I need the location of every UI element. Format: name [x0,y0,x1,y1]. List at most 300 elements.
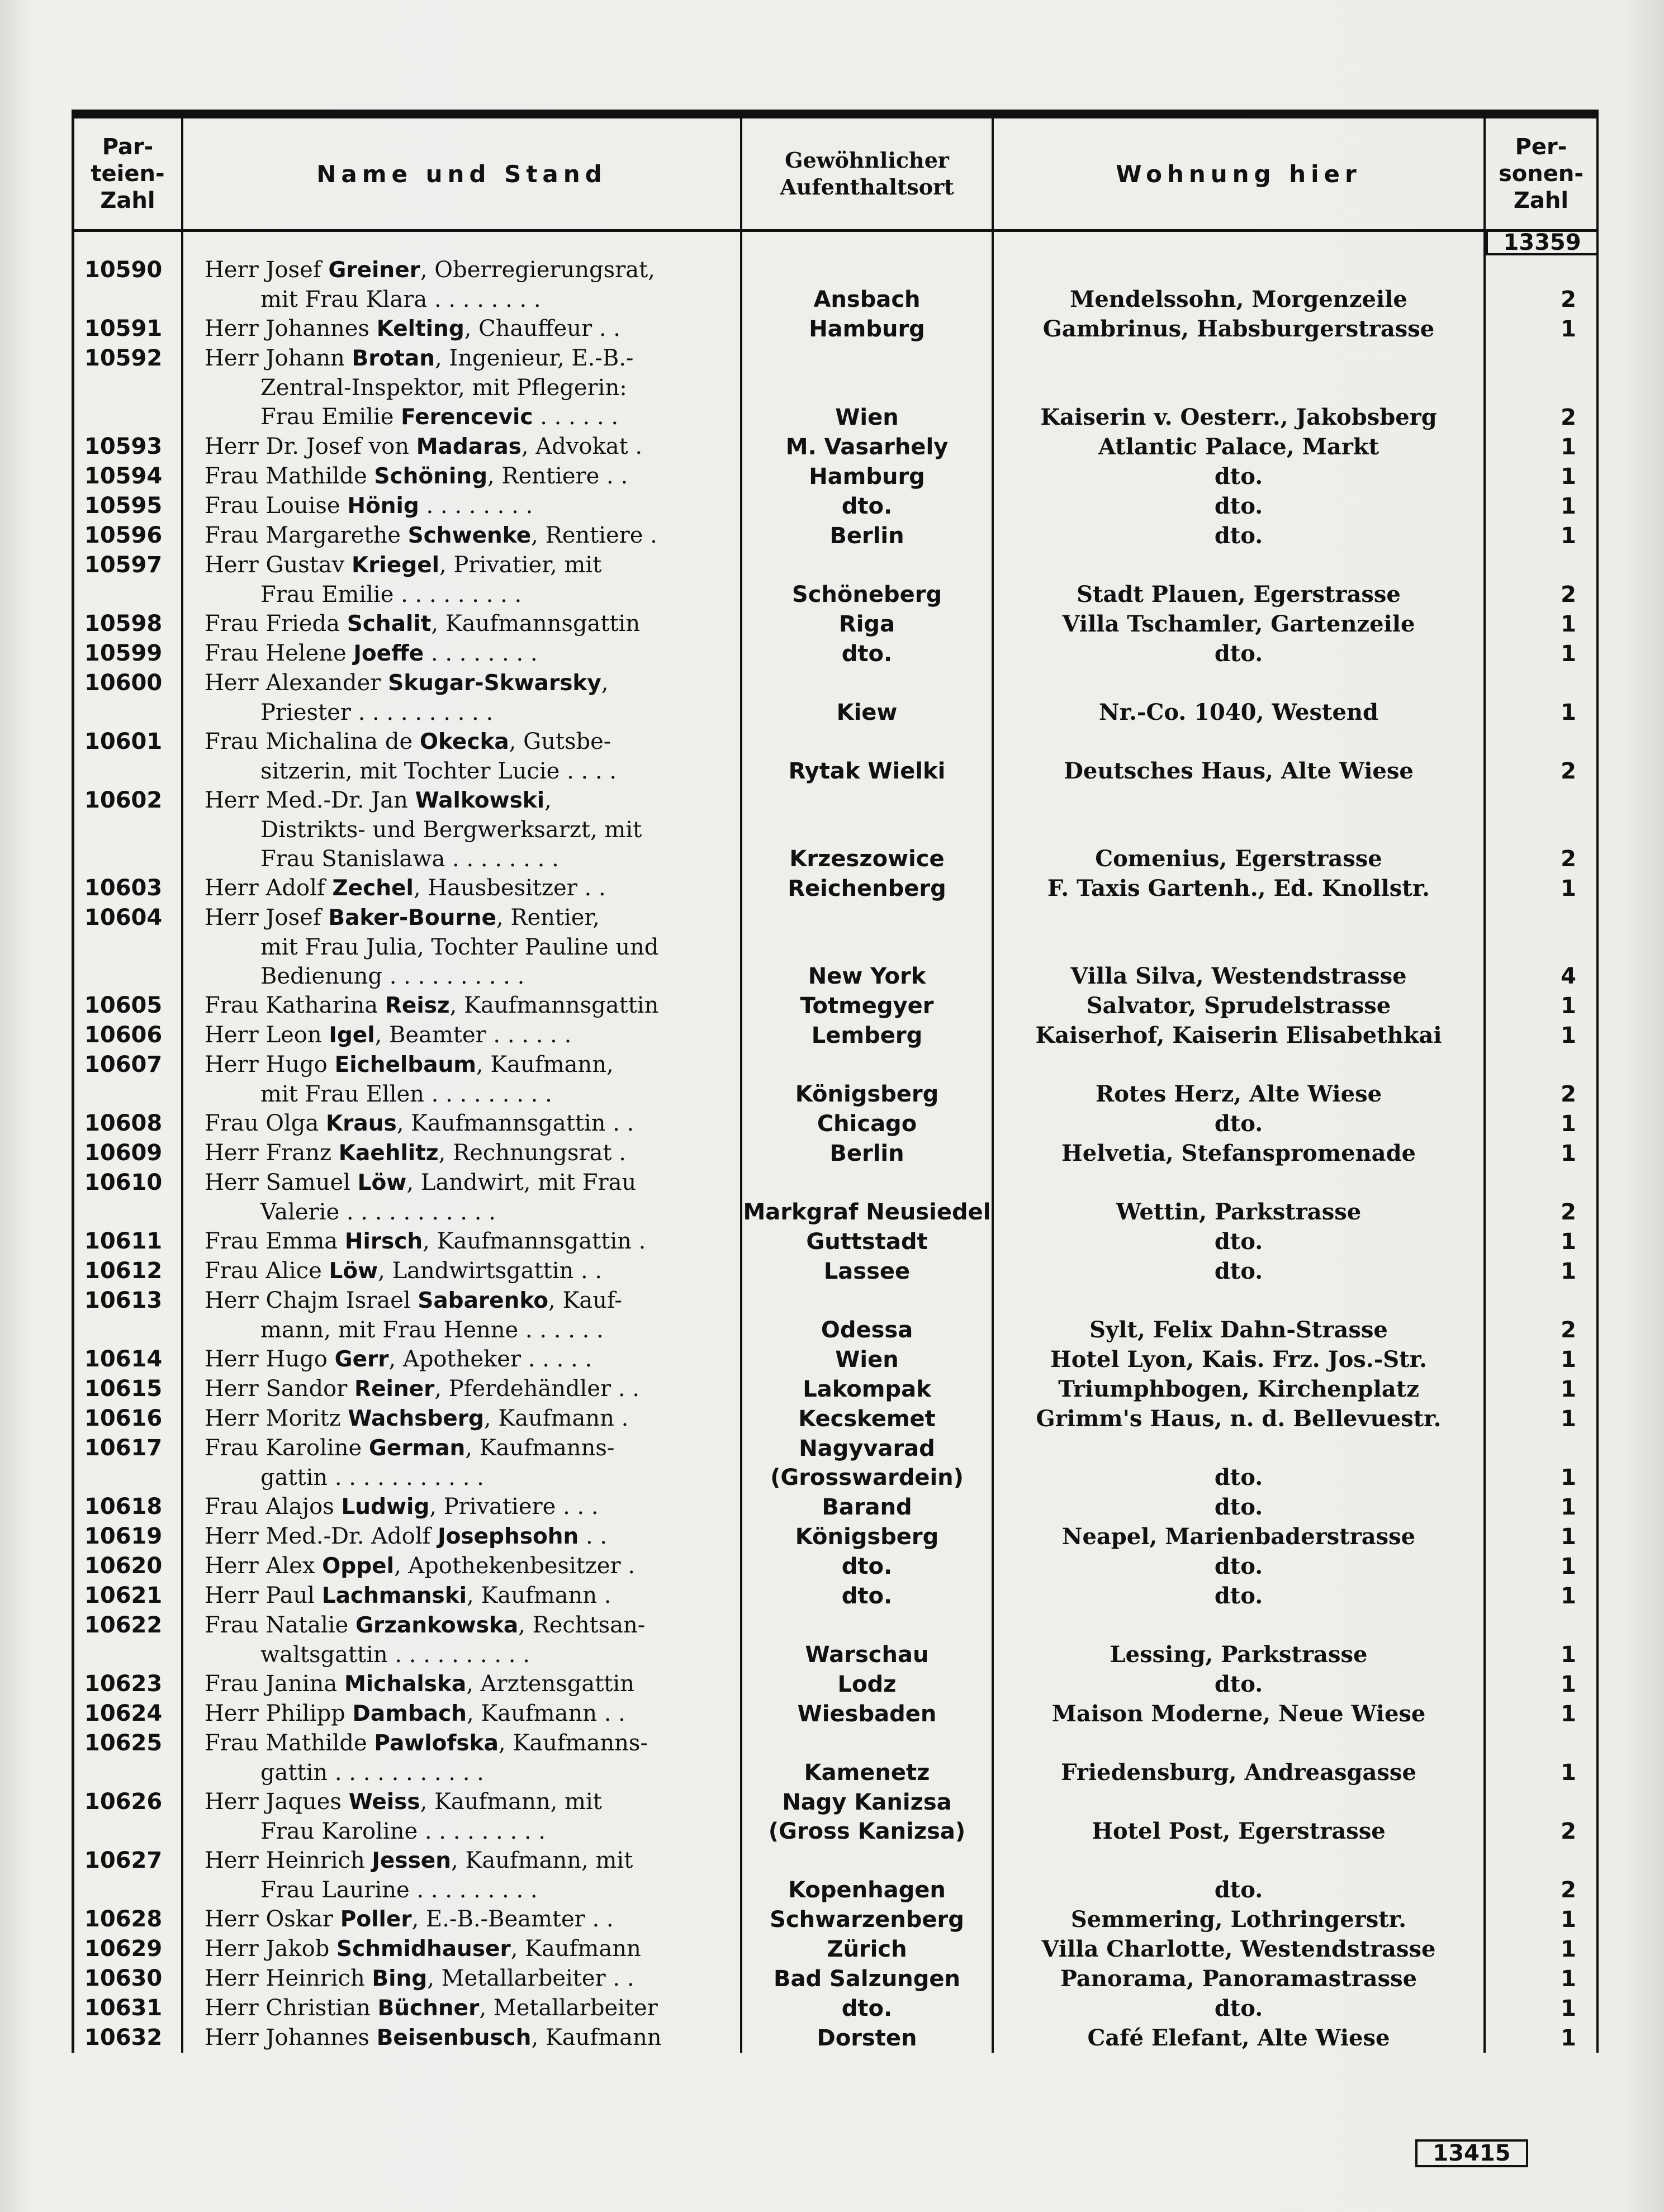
address: Helvetia, Stefanspromenade [1061,1140,1416,1166]
name-and-status [183,1433,742,1492]
address: Friedensburg, Andreasgasse [1061,1759,1416,1786]
name-line: Herr Alex Oppel, Apothekenbesitzer . [205,1553,636,1579]
origin: Schwarzenberg [770,1907,964,1933]
name-line: Herr Chajm Israel Sabarenko, Kauf- [205,1288,622,1313]
name-line: Herr Dr. Josef von Madaras, Advokat . [205,434,643,459]
person-count: 2 [1561,1199,1576,1225]
address: F. Taxis Gartenh., Ed. Knollstr. [1047,875,1430,901]
name-line: Herr Adolf Zechel, Hausbesitzer . . [205,875,606,901]
party-number: 10624 [72,1699,183,1729]
name-line: Frau Katharina Reisz, Kaufmannsgattin [205,993,659,1018]
name-line: Frau Michalina de Okecka, Gutsbe- [205,729,611,754]
address: Villa Tschamler, Gartenzeile [1062,611,1415,637]
name-and-status [183,786,742,874]
table-row [72,609,1599,639]
person-count: 1 [1561,434,1576,460]
table-header [72,118,1599,232]
person-count: 1 [1561,1023,1576,1048]
carry-over-count: 13359 [1486,232,1599,255]
name-and-status [183,1522,742,1551]
person-count: 1 [1561,1494,1576,1520]
name-line: Herr Josef Greiner, Oberregierungsrat, [205,257,655,283]
person-count: 1 [1561,611,1576,637]
address: Kaiserhof, Kaiserin Elisabethkai [1035,1022,1442,1048]
person-count: 1 [1561,641,1576,667]
party-number: 10610 [72,1168,183,1227]
party-number: 10604 [72,903,183,991]
header-name: Name und Stand [183,118,742,229]
name-and-status [183,1168,742,1227]
party-number: 10615 [72,1374,183,1404]
name-line: Frau Emilie Ferencevic . . . . . . [260,404,619,430]
table-row [72,1109,1599,1138]
header-persons: Per- sonen- Zahl [1486,118,1599,229]
table-row [72,1168,1599,1227]
person-count: 1 [1561,2025,1576,2051]
address: Grimm's Haus, n. d. Bellevuestr. [1036,1406,1442,1432]
table-row [72,1227,1599,1256]
person-count: 1 [1561,523,1576,549]
address: Neapel, Marienbaderstrasse [1061,1523,1416,1550]
register-page [72,110,1599,2053]
name-line: mit Frau Julia, Tochter Pauline und [260,934,659,960]
name-line: Herr Samuel Löw, Landwirt, mit Frau [205,1170,637,1195]
name-line: Frau Olga Kraus, Kaufmannsgattin . . [205,1110,634,1136]
origin: Chicago [817,1111,917,1137]
table-row [72,727,1599,786]
party-number: 10614 [72,1345,183,1374]
person-count: 1 [1561,876,1576,901]
name-line: Herr Hugo Gerr, Apotheker . . . . . [205,1346,592,1372]
origin: Kamenetz [804,1760,930,1786]
origin: M. Vasarhely [785,434,949,460]
table-row [72,639,1599,668]
name-and-status [183,1846,742,1905]
name-line: waltsgattin . . . . . . . . . . [260,1642,530,1668]
name-and-status [183,1611,742,1669]
header-address: Wohnung hier [994,118,1486,229]
address: dto. [1214,1494,1263,1520]
person-count: 2 [1561,1877,1576,1903]
party-number: 10611 [72,1227,183,1256]
table-row [72,991,1599,1020]
person-count: 1 [1561,1465,1576,1491]
person-count: 1 [1561,1760,1576,1786]
person-count: 1 [1561,1936,1576,1962]
name-line: Herr Johannes Beisenbusch, Kaufmann [205,2025,662,2050]
party-number: 10623 [72,1669,183,1699]
name-and-status [183,1964,742,1993]
table-row [72,314,1599,344]
party-number: 10631 [72,1993,183,2023]
table-row [72,1611,1599,1669]
address: Kaiserin v. Oesterr., Jakobsberg [1040,404,1437,430]
name-line: Frau Emilie . . . . . . . . . [260,582,522,607]
page-total: 13415 [1415,2139,1528,2167]
address: Mendelssohn, Morgenzeile [1070,286,1407,312]
table-row [72,1138,1599,1168]
origin: dto. [841,493,893,519]
origin: Dorsten [817,2025,917,2051]
origin: Wien [835,405,899,430]
origin: Guttstadt [806,1229,928,1255]
table-row [72,255,1599,314]
name-and-status [183,1020,742,1050]
party-number: 10593 [72,432,183,462]
person-count: 1 [1561,1229,1576,1255]
table-row [72,462,1599,491]
name-line: mit Frau Klara . . . . . . . . [260,287,541,312]
origin: Nagyvarad (Grosswardein) [770,1436,964,1491]
party-number: 10599 [72,639,183,668]
party-number: 10601 [72,727,183,786]
table-row [72,1433,1599,1492]
top-rule [72,110,1599,118]
table-row [72,432,1599,462]
name-line: Frau Karoline . . . . . . . . . [260,1819,546,1844]
party-number: 10619 [72,1522,183,1551]
party-number: 10592 [72,344,183,432]
table-row [72,1905,1599,1934]
table-row [72,1787,1599,1846]
origin: Lakompak [803,1376,931,1402]
name-and-status [183,550,742,609]
person-count: 2 [1561,846,1576,872]
address: Gambrinus, Habsburgerstrasse [1042,316,1435,342]
origin: Lodz [837,1672,897,1697]
origin: Warschau [805,1642,929,1668]
name-line: Herr Oskar Poller, E.-B.-Beamter . . [205,1906,614,1932]
origin: Kecskemet [798,1406,936,1432]
name-line: gattin . . . . . . . . . . . [260,1760,484,1786]
person-count: 1 [1561,1524,1576,1550]
register-entries [72,255,1599,2053]
name-and-status [183,727,742,786]
address: Sylt, Felix Dahn-Strasse [1089,1317,1388,1343]
name-line: Frau Stanislawa . . . . . . . . [260,846,559,872]
name-and-status [183,609,742,639]
origin: Rytak Wielki [788,758,946,784]
name-and-status [183,1374,742,1404]
name-line: Herr Med.-Dr. Adolf Josephsohn . . [205,1523,608,1549]
party-number: 10617 [72,1433,183,1492]
party-number: 10613 [72,1286,183,1345]
name-line: Herr Franz Kaehlitz, Rechnungsrat . [205,1140,626,1166]
table-row [72,1669,1599,1699]
name-line: Herr Moritz Wachsberg, Kaufmann . [205,1406,629,1431]
origin: dto. [841,1554,893,1579]
person-count: 2 [1561,1081,1576,1107]
name-and-status [183,344,742,432]
name-line: Zentral-Inspektor, mit Pflegerin: [260,375,627,401]
address: Hotel Lyon, Kais. Frz. Jos.-Str. [1050,1346,1427,1373]
name-and-status [183,1993,742,2023]
address: Nr.-Co. 1040, Westend [1099,699,1378,725]
name-and-status [183,1787,742,1846]
origin: Odessa [821,1317,913,1343]
address: Villa Silva, Westendstrasse [1070,963,1407,989]
table-row [72,344,1599,432]
table-row [72,491,1599,521]
origin: Kopenhagen [788,1877,946,1903]
name-and-status [183,903,742,991]
name-and-status [183,1286,742,1345]
person-count: 1 [1561,1376,1576,1402]
party-number: 10602 [72,786,183,874]
name-and-status [183,1551,742,1581]
name-and-status [183,1492,742,1522]
name-and-status [183,1138,742,1168]
person-count: 2 [1561,1819,1576,1844]
address: dto. [1214,1464,1263,1491]
carry-over-row [72,232,1599,255]
name-and-status [183,2023,742,2053]
person-count: 1 [1561,1406,1576,1432]
address: dto. [1214,463,1263,490]
address: dto. [1214,493,1263,519]
party-number: 10632 [72,2023,183,2053]
address: Villa Charlotte, Westendstrasse [1041,1936,1436,1962]
address: dto. [1214,1583,1263,1609]
person-count: 1 [1561,1996,1576,2021]
person-count: 1 [1561,464,1576,490]
name-line: Herr Jakob Schmidhauser, Kaufmann [205,1936,641,1962]
party-number: 10598 [72,609,183,639]
party-number: 10622 [72,1611,183,1669]
person-count: 2 [1561,1317,1576,1343]
person-count: 4 [1561,963,1576,989]
person-count: 2 [1561,582,1576,607]
address: Semmering, Lothringerstr. [1070,1906,1407,1933]
table-row [72,1020,1599,1050]
name-and-status [183,1256,742,1286]
table-row [72,550,1599,609]
person-count: 1 [1561,993,1576,1019]
origin: New York [808,963,926,989]
address: dto. [1214,640,1263,667]
table-row [72,903,1599,991]
origin: Markgraf Neusiedel [743,1199,991,1225]
party-number: 10620 [72,1551,183,1581]
party-number: 10594 [72,462,183,491]
name-and-status [183,1050,742,1109]
person-count: 1 [1561,700,1576,725]
name-line: Herr Christian Büchner, Metallarbeiter [205,1995,658,2021]
table-row [72,1964,1599,1993]
name-line: Herr Leon Igel, Beamter . . . . . . [205,1022,572,1048]
name-line: Frau Karoline German, Kaufmanns- [205,1435,615,1461]
name-and-status [183,668,742,727]
party-number: 10603 [72,874,183,903]
party-number: 10600 [72,668,183,727]
address: Rotes Herz, Alte Wiese [1095,1081,1382,1107]
name-line: Herr Johannes Kelting, Chauffeur . . [205,316,620,341]
party-number: 10629 [72,1934,183,1964]
name-and-status [183,1905,742,1934]
address: Salvator, Sprudelstrasse [1086,993,1391,1019]
party-number: 10590 [72,255,183,314]
origin: Wien [835,1347,899,1373]
address: Café Elefant, Alte Wiese [1087,2025,1390,2051]
name-and-status [183,491,742,521]
origin: Wiesbaden [797,1701,937,1727]
origin: Ansbach [813,287,921,312]
table-row [72,1934,1599,1964]
person-count: 1 [1561,1554,1576,1579]
table-row [72,1050,1599,1109]
person-count: 2 [1561,758,1576,784]
name-line: Frau Alice Löw, Landwirtsgattin . . [205,1258,603,1284]
name-line: gattin . . . . . . . . . . . [260,1465,484,1491]
party-number: 10618 [72,1492,183,1522]
name-and-status [183,1699,742,1729]
name-line: Frau Margarethe Schwenke, Rentiere . [205,523,657,548]
address: Comenius, Egerstrasse [1095,846,1382,872]
table-row [72,1404,1599,1433]
table-row [72,874,1599,903]
origin: Lassee [823,1259,911,1284]
name-and-status [183,874,742,903]
name-and-status [183,1404,742,1433]
name-and-status [183,639,742,668]
person-count: 1 [1561,316,1576,342]
address: Wettin, Parkstrasse [1116,1199,1362,1225]
name-line: Herr Josef Baker-Bourne, Rentier, [205,905,600,931]
person-count: 1 [1561,1583,1576,1609]
table-row [72,2023,1599,2053]
origin: dto. [841,1583,893,1609]
origin: Riga [838,611,895,637]
address: dto. [1214,1877,1263,1903]
address: Stadt Plauen, Egerstrasse [1077,581,1401,607]
name-and-status [183,255,742,314]
table-row [72,1522,1599,1551]
table-row [72,1286,1599,1345]
name-line: Frau Mathilde Pawlofska, Kaufmanns- [205,1730,648,1756]
person-count: 1 [1561,1672,1576,1697]
address: Triumphbogen, Kirchenplatz [1058,1376,1419,1402]
person-count: 1 [1561,1966,1576,1992]
origin: Schöneberg [791,582,942,607]
party-number: 10591 [72,314,183,344]
table-row [72,521,1599,550]
name-line: Herr Gustav Kriegel, Privatier, mit [205,552,602,578]
origin: Nagy Kanizsa (Gross Kanizsa) [768,1789,966,1844]
address: dto. [1214,1110,1263,1137]
table-row [72,1345,1599,1374]
address: dto. [1214,1228,1263,1255]
origin: dto. [841,641,893,667]
name-line: Bedienung . . . . . . . . . . [260,963,525,989]
address: Hotel Post, Egerstrasse [1092,1818,1386,1844]
party-number: 10616 [72,1404,183,1433]
name-and-status [183,1581,742,1611]
party-number: 10628 [72,1905,183,1934]
origin: Zürich [827,1936,907,1962]
name-line: Distrikts- und Bergwerksarzt, mit [260,817,642,843]
person-count: 1 [1561,1141,1576,1166]
person-count: 1 [1561,1701,1576,1727]
party-number: 10612 [72,1256,183,1286]
origin: Königsberg [795,1524,939,1550]
name-line: Herr Johann Brotan, Ingenieur, E.-B.- [205,345,634,371]
name-and-status [183,1669,742,1699]
origin: Kiew [836,700,898,725]
origin: Reichenberg [788,876,946,901]
name-and-status [183,1345,742,1374]
name-line: Frau Natalie Grzankowska, Rechtsan- [205,1612,646,1638]
person-count: 1 [1561,1111,1576,1137]
origin: Lemberg [811,1023,923,1048]
name-line: Frau Helene Joeffe . . . . . . . . [205,640,538,666]
table-row [72,668,1599,727]
name-and-status [183,1934,742,1964]
party-number: 10595 [72,491,183,521]
person-count: 2 [1561,287,1576,312]
person-count: 1 [1561,1642,1576,1668]
table-row [72,1729,1599,1787]
name-line: Herr Med.-Dr. Jan Walkowski, [205,787,552,813]
party-number: 10609 [72,1138,183,1168]
party-number: 10606 [72,1020,183,1050]
name-line: Herr Philipp Dambach, Kaufmann . . [205,1701,625,1726]
table-row [72,1256,1599,1286]
address: dto. [1214,523,1263,549]
name-line: Herr Heinrich Bing, Metallarbeiter . . [205,1966,634,1991]
address: Atlantic Palace, Markt [1098,434,1379,460]
address: dto. [1214,1258,1263,1284]
name-line: mit Frau Ellen . . . . . . . . . [260,1081,552,1107]
address: Panorama, Panoramastrasse [1060,1966,1418,1992]
name-and-status [183,314,742,344]
origin: Krzeszowice [789,846,945,872]
party-number: 10626 [72,1787,183,1846]
name-and-status [183,991,742,1020]
origin: Totmegyer [800,993,934,1019]
name-line: Frau Janina Michalska, Arztensgattin [205,1671,634,1697]
address: dto. [1214,1671,1263,1697]
origin: dto. [841,1996,893,2021]
table-row [72,1374,1599,1404]
name-line: sitzerin, mit Tochter Lucie . . . . [260,758,617,784]
origin: Hamburg [809,464,925,490]
table-row [72,1551,1599,1581]
address: Lessing, Parkstrasse [1110,1641,1368,1668]
name-line: Frau Laurine . . . . . . . . . [260,1877,538,1903]
header-origin: Gewöhnlicher Aufenthaltsort [742,118,994,229]
name-line: Priester . . . . . . . . . . [260,700,494,725]
name-line: Frau Alajos Ludwig, Privatiere . . . [205,1494,599,1520]
party-number: 10597 [72,550,183,609]
table-row [72,1492,1599,1522]
address: Maison Moderne, Neue Wiese [1051,1701,1426,1727]
person-count: 2 [1561,405,1576,430]
origin: Barand [822,1494,912,1520]
person-count: 1 [1561,1907,1576,1933]
name-line: Frau Emma Hirsch, Kaufmannsgattin . [205,1228,646,1254]
name-and-status [183,1109,742,1138]
address: dto. [1214,1553,1263,1579]
party-number: 10607 [72,1050,183,1109]
origin: Berlin [829,523,904,549]
origin: Bad Salzungen [773,1966,961,1992]
table-row [72,786,1599,874]
table-row [72,1846,1599,1905]
name-line: Herr Hugo Eichelbaum, Kaufmann, [205,1052,614,1077]
party-number: 10621 [72,1581,183,1611]
name-line: Herr Sandor Reiner, Pferdehändler . . [205,1376,639,1402]
name-and-status [183,1729,742,1787]
